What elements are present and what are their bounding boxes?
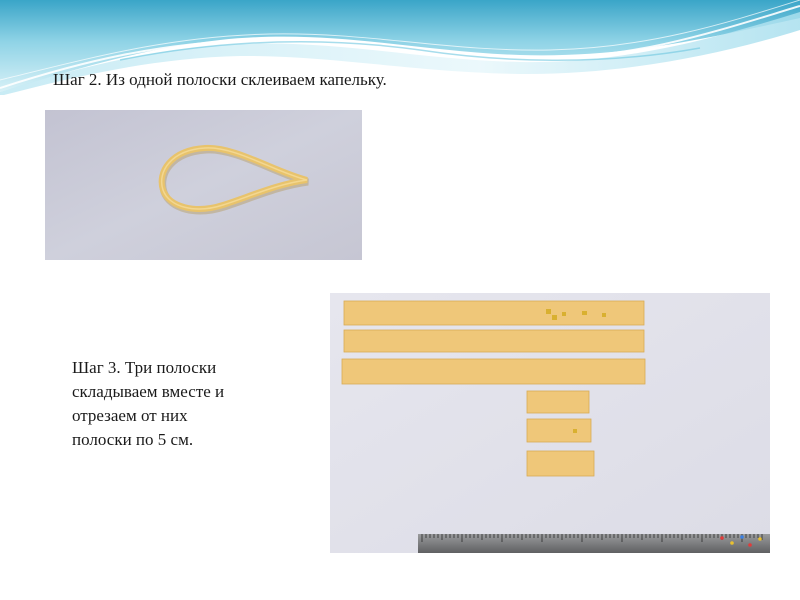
strips-illustration-icon xyxy=(330,293,770,553)
teardrop-illustration-icon xyxy=(45,110,362,260)
paper-teardrop-photo xyxy=(45,110,362,260)
step3-caption-line: Шаг 3. Три полоски xyxy=(72,358,217,377)
paper-strips-ruler-photo xyxy=(330,293,770,553)
step2-caption: Шаг 2. Из одной полоски склеиваем капельку. xyxy=(53,70,387,89)
step3-caption-line: складываем вместе и xyxy=(72,382,225,401)
step3-caption-line: полоски по 5 см. xyxy=(72,430,194,449)
step3-caption xyxy=(72,356,302,452)
step3-caption-line: отрезаем от них xyxy=(72,406,188,425)
